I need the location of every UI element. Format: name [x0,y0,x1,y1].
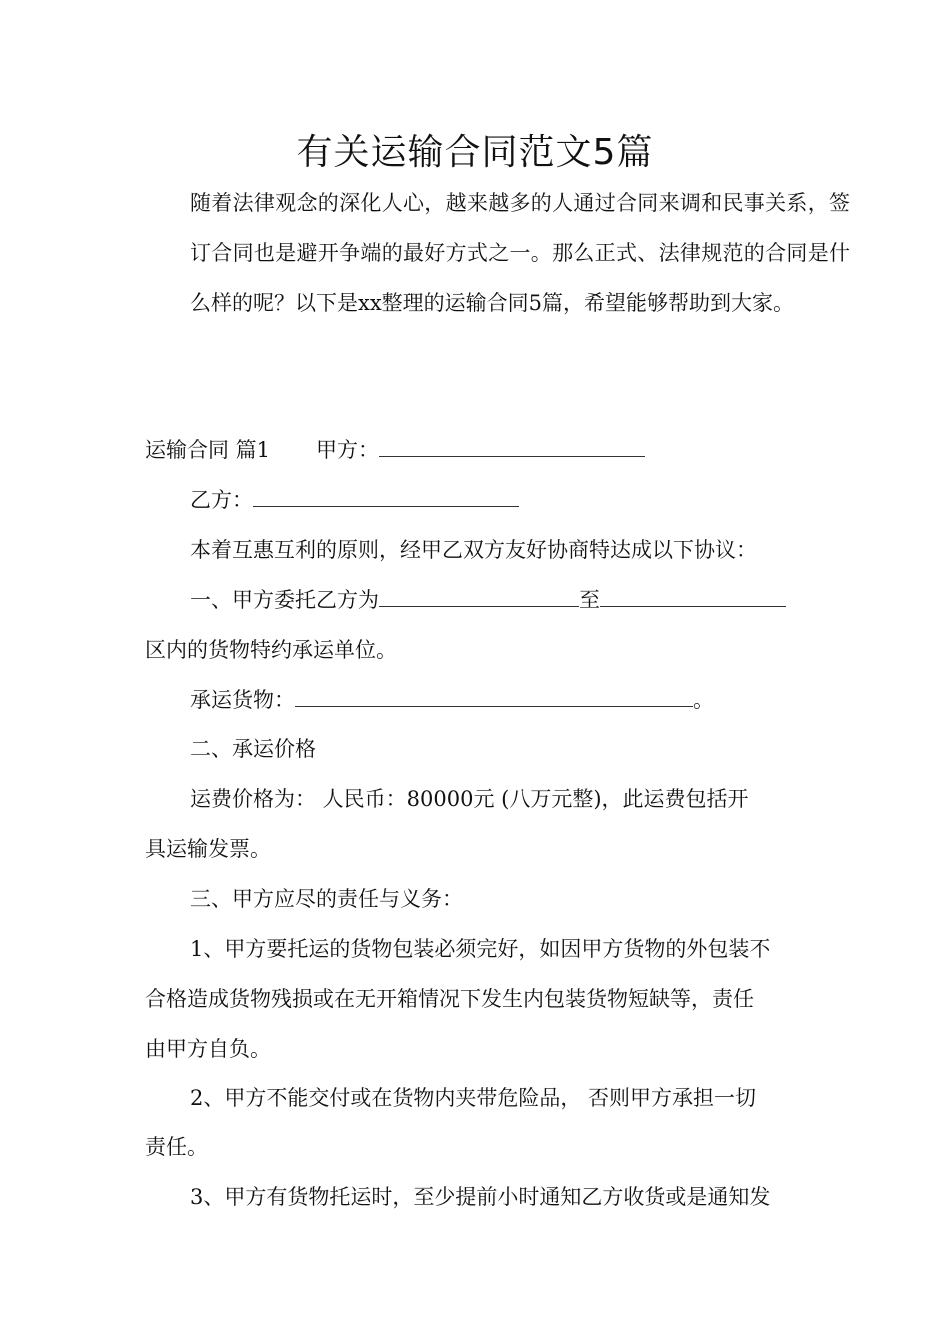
party-b-blank [253,486,519,507]
item3-line-1: 3、甲方有货物托运时，至少提前小时通知乙方收货或是通知发 [190,1185,771,1209]
item1-line-3: 由甲方自负。 [145,1037,271,1061]
clause1-continuation: 区内的货物特约承运单位。 [145,638,397,662]
goods-line [145,675,855,725]
goods-blank [295,686,693,707]
item1-line-2: 合格造成货物残损或在无开箱情况下发生内包装货物短缺等，责任 [145,987,754,1011]
party-b-line [145,475,855,525]
clause1-prefix: 一、甲方委托乙方为 [190,588,379,612]
intro-paragraph: 随着法律观念的深化人心，越来越多的人通过合同来调和民事关系，签订合同也是避开争端的最好方式之一。那么正式、法律规范的合同是什么样的呢？以下是xx整理的运输合同5篇，希望能够帮助到大家。 [190,191,850,315]
price-line-1: 运费价格为： 人民币：80000元 (八万元整)，此运费包括开 [190,787,749,811]
contract-heading: 运输合同 篇1 [145,438,271,462]
contract-heading-line [145,425,810,475]
document-title: 有关运输合同范文5篇 [296,132,654,173]
item2-line-2: 责任。 [145,1135,208,1159]
party-a-label: 甲方： [316,438,380,462]
party-b-label: 乙方： [190,488,253,512]
clause2-title: 二、承运价格 [190,737,316,761]
clause1-line [145,575,855,625]
clause1-mid: 至 [579,588,600,612]
origin-blank [379,586,579,607]
principle-line: 本着互惠互利的原则，经甲乙双方友好协商特达成以下协议： [190,538,757,562]
goods-end: 。 [693,688,714,712]
party-a-blank [379,436,645,457]
destination-blank [600,586,786,607]
price-line-2: 具运输发票。 [145,837,271,861]
item2-line-1: 2、甲方不能交付或在货物内夹带危险品， 否则甲方承担一切 [190,1086,757,1110]
clause3-title: 三、甲方应尽的责任与义务： [190,887,463,911]
goods-label: 承运货物： [190,688,295,712]
item1-line-1: 1、甲方要托运的货物包装必须完好，如因甲方货物的外包装不 [190,937,771,961]
